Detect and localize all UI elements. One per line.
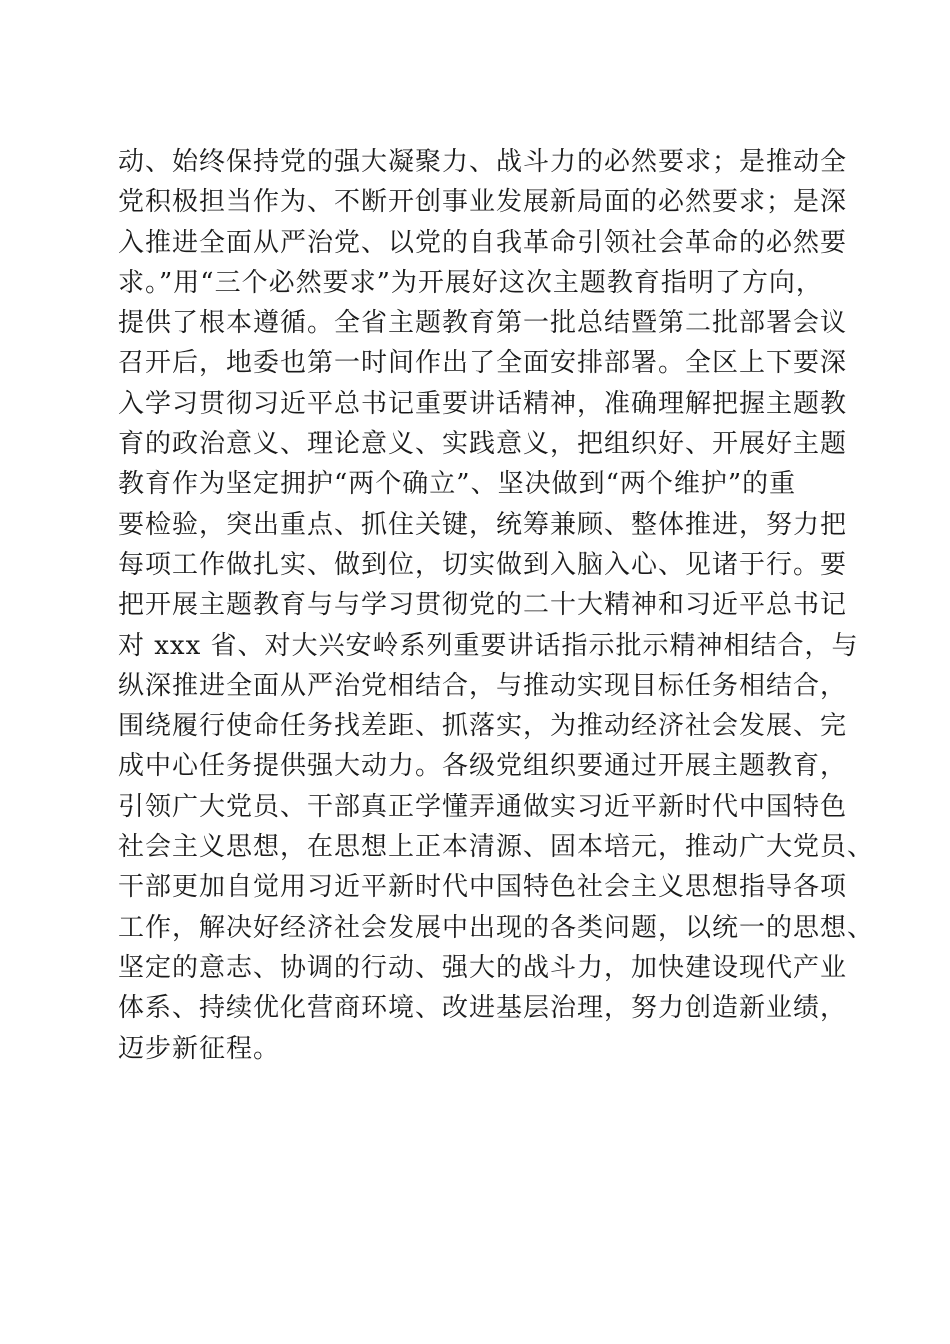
text-line: 工作，解决好经济社会发展中出现的各类问题，以统一的思想、 <box>118 912 875 943</box>
text-line: 干部更加自觉用习近平新时代中国特色社会主义思想指导各项 <box>118 872 848 903</box>
text-line: 成中心任务提供强大动力。各级党组织要通过开展主题教育， <box>118 751 848 782</box>
text-line: 入推进全面从严治党、以党的自我革命引领社会革命的必然要 <box>118 227 848 258</box>
text-line: 入学习贯彻习近平总书记重要讲话精神，准确理解把握主题教 <box>118 388 848 419</box>
text-line: 教育作为坚定拥护“两个确立”、坚决做到“两个维护”的重 <box>118 469 797 500</box>
text-line: 要检验，突出重点、抓住关键，统筹兼顾、整体推进，努力把 <box>118 509 848 540</box>
text-line: 纵深推进全面从严治党相结合，与推动实现目标任务相结合， <box>118 670 848 701</box>
text-line: 引领广大党员、干部真正学懂弄通做实习近平新时代中国特色 <box>118 791 848 822</box>
text-line: 党积极担当作为、不断开创事业发展新局面的必然要求；是深 <box>118 187 848 218</box>
text-line: 每项工作做扎实、做到位，切实做到入脑入心、见诸于行。要 <box>118 549 848 580</box>
body-paragraph <box>118 142 875 1069</box>
text-line: 求。”用“三个必然要求”为开展好这次主题教育指明了方向， <box>118 267 823 298</box>
text-line: 体系、持续优化营商环境、改进基层治理，努力创造新业绩， <box>118 993 848 1024</box>
text-line: 对 xxx 省、对大兴安岭系列重要讲话指示批示精神相结合，与 <box>118 630 859 661</box>
text-line: 把开展主题教育与与学习贯彻党的二十大精神和习近平总书记 <box>118 590 848 621</box>
text-line: 坚定的意志、协调的行动、强大的战斗力，加快建设现代产业 <box>118 952 848 983</box>
text-line: 动、始终保持党的强大凝聚力、战斗力的必然要求；是推动全 <box>118 147 848 177</box>
text-line: 召开后，地委也第一时间作出了全面安排部署。全区上下要深 <box>118 348 848 379</box>
text-line: 育的政治意义、理论意义、实践意义，把组织好、开展好主题 <box>118 429 848 460</box>
text-line: 围绕履行使命任务找差距、抓落实，为推动经济社会发展、完 <box>118 711 848 742</box>
text-line: 迈步新征程。 <box>118 1033 281 1064</box>
text-line: 提供了根本遵循。全省主题教育第一批总结暨第二批部署会议 <box>118 308 848 339</box>
text-line: 社会主义思想，在思想上正本清源、固本培元，推动广大党员、 <box>118 832 875 863</box>
